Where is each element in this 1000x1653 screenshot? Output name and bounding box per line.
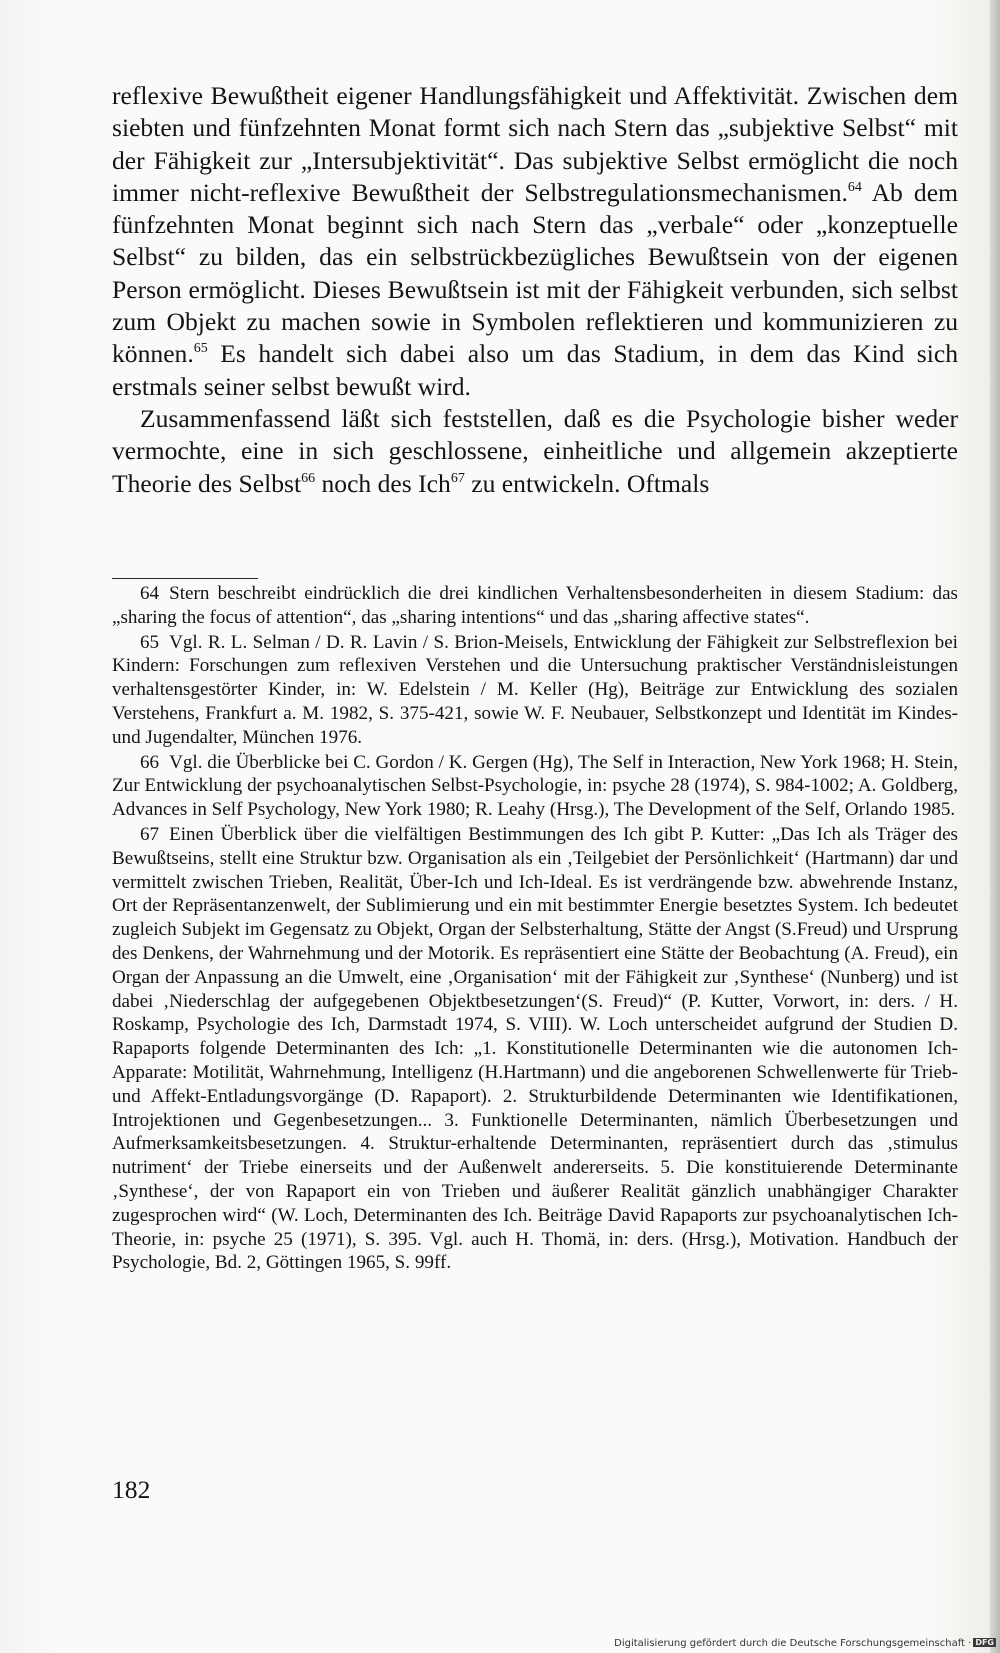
footnote-number: 64 — [140, 583, 160, 604]
page-edge-shadow — [990, 0, 1000, 1653]
footnote-ref-66[interactable]: 66 — [301, 470, 316, 486]
footnote-ref-64[interactable]: 64 — [847, 179, 862, 195]
footnote-64 — [112, 582, 958, 630]
footnote-text: Stern beschreibt eindrücklich die drei kindlichen Verhaltensbesonderheiten in diesem Stadium: das „sharing the focus of attention“, das „sharing intentions“ und das „sharing affective states“. — [112, 583, 958, 628]
footnote-number: 65 — [140, 631, 160, 653]
footnote-ref-67[interactable]: 67 — [450, 470, 465, 486]
footnotes — [112, 582, 958, 1276]
footnote-separator — [112, 578, 258, 579]
footnote-ref-65[interactable]: 65 — [193, 341, 208, 357]
footnote-67 — [112, 823, 958, 1275]
main-text — [112, 80, 958, 500]
credit-text: Digitalisierung gefördert durch die Deutsche Forschungsgemeinschaft · — [614, 1638, 972, 1649]
footnote-number: 66 — [140, 751, 160, 773]
footnote-66 — [112, 751, 958, 822]
paragraph-2: Zusammenfassend läßt sich feststellen, daß es die Psychologie bisher weder vermochte, eine in sich geschlossene, einheitliche und allgemein akzeptierte Theorie des Selbst$^{66}$ noch des Ich$^{67}$ zu entwickeln. Oftmals — [112, 403, 958, 498]
footnote-text: Vgl. R. L. Selman / D. R. Lavin / S. Brion-Meisels, Entwicklung der Fähigkeit zur Selbstreflexion bei Kindern: Forschungen zum reflexiven Verstehen und die Untersuchung praktischer Verständnisleistungen verhaltensgestörter Kinder, in: W. Edelstein / M. Keller (Hg), Beiträge zur Entwicklung des sozialen Verstehens, Frankfurt a. M. 1982, S. 375-421, sowie W. F. Neubauer, Selbstkonzept und Identität im Kindes- und Jugendalter, München 1976. — [112, 631, 958, 748]
footnote-text: Einen Überblick über die vielfältigen Bestimmungen des Ich gibt P. Kutter: „Das Ich als Träger des Bewußtseins, stellt eine Struktur bzw. Organisation als ein ‚Teilgebiet der Persönlichkeit‘ (Hartmann) dar und vermittelt zwischen Trieben, Realität, Über-Ich und Ich-Ideal. Es ist verdrängende bzw. abwehrende Instanz, Ort der Repräsentanzenwelt, der Sublimierung und ein mit bestimmter Energie besetztes System. Ich bedeutet zugleich Subjekt im Gegensatz zu Objekt, Organ der Selbsterhaltung, Stätte der Angst (S.Freud) und Ursprung des Denkens, der Wahrnehmung und der Motorik. Es repräsentiert eine Stätte der Beobachtung (A. Freud), ein Organ der Anpassung an die Umwelt, eine ‚Organisation‘ mit der Fähigkeit zur ‚Synthese‘ (Nunberg) und ist dabei ‚Niederschlag der aufgegebenen Objektbesetzungen‘(S. Freud)“ (P. Kutter, Vorwort, in: ders. / H. Roskamp, Psychologie des Ich, Darmstadt 1974, S. VIII). W. Loch unterscheidet aufgrund der Studien D. Rapaports folgende Determinanten des Ich: „1. Konstitutionelle Determinanten wie die autonomen Ich-Apparate: Motilität, Wahrnehmung, Intelligenz (H.Hartmann) und die angeborenen Schwellenwerte für Trieb- und Affekt-Entladungsvorgänge (D. Rapaport). 2. Strukturbildende Determinanten wie Identifikationen, Introjektionen und Gegenbesetzungen... 3. Funktionelle Determinanten, nämlich Überbesetzungen und Aufmerksamkeitsbesetzungen. 4. Struktur-erhaltende Determinanten, repräsentiert durch das ‚stimulus nutriment‘ der Triebe einerseits und der Außenwelt andererseits. 5. Die konstituierende Determinante ‚Synthese‘, der von Rapaport ein von Trieben und äußerer Realität gänzlich unabhängiger Charakter zugesprochen wird“ (W. Loch, Determinanten des Ich. Beiträge David Rapaports zur psychoanalytischen Ich-Theorie, in: psyche 25 (1971), S. 395. Vgl. auch H. Thomä, in: ders. (Hrsg.), Motivation. Handbuch der Psychologie, Bd. 2, Göttingen 1965, S. 99ff. — [112, 823, 958, 1274]
digitization-credit — [614, 1638, 996, 1649]
footnote-65 — [112, 631, 958, 750]
paragraph-1: reflexive Bewußtheit eigener Handlungsfähigkeit und Affektivität. Zwischen dem siebten und fünfzehnten Monat formt sich nach Stern das „subjektive Selbst“ mit der Fähigkeit zur „Intersubjektivität“. Das subjektive Selbst ermöglicht die noch immer nicht-reflexive Bewußtheit der Selbstregulationsmechanismen.$^{64}$ Ab dem fünfzehnten Monat beginnt sich nach Stern das „verbale“ oder „konzeptuelle Selbst“ zu bilden, das ein selbstrückbezügliches Bewußtsein von der eigenen Person ermöglicht. Dieses Bewußtsein ist mit der Fähigkeit verbunden, sich selbst zum Objekt zu machen sowie in Symbolen reflektieren und kommunizieren zu können.$^{65}$ Es handelt sich dabei also um das Stadium, in dem das Kind sich erstmals seiner selbst bewußt wird. — [112, 81, 958, 401]
page-number: 182 — [112, 1475, 151, 1504]
dfg-logo: DFG — [975, 1638, 994, 1647]
footnote-number: 67 — [140, 823, 160, 845]
footnote-text: Vgl. die Überblicke bei C. Gordon / K. Gergen (Hg), The Self in Interaction, New York 1968; H. Stein, Zur Entwicklung der psychoanalytischen Selbst-Psychologie, in: psyche 28 (1974), S. 984-1002; A. Goldberg, Advances in Self Psychology, New York 1980; R. Leahy (Hrsg.), The Development of the Self, Orlando 1985. — [112, 751, 958, 821]
